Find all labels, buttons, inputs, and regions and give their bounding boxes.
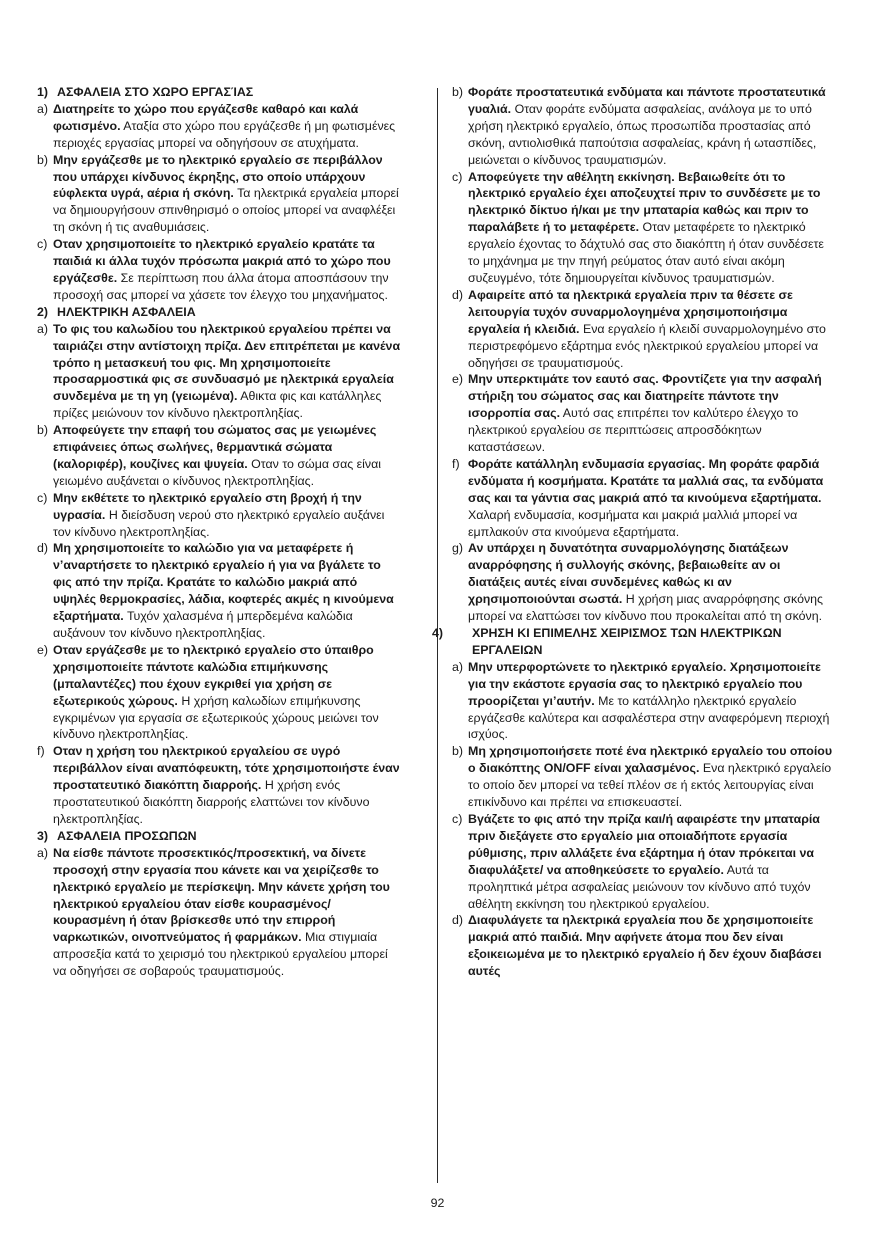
item-text: Αταξία στο χώρο που εργάζεσθε ή μη φωτισμένες περιοχές εργασίας μπορεί να οδηγήσουν σε ατυχήματα. (53, 118, 396, 150)
section-title: ΧΡΗΣΗ ΚΙ ΕΠΙΜΕΛΗΣ ΧΕΙΡΙΣΜΟΣ ΤΩΝ ΗΛΕΚΤΡΙΚΩΝ ΕΡΓΑΛΕΙΩΝ (472, 626, 782, 657)
item-text: Χαλαρή ενδυμασία, κοσμήματα και μακριά μαλλιά μπορεί να εμπλακούν στα κινούμενα εξαρτήματα. (468, 507, 798, 539)
item-bold-text: Φοράτε κατάλληλη ενδυμασία εργασίας. Μη φοράτε φαρδιά ενδύματα ή κοσμήματα. Κρατάτε τα μαλλιά σας, τα ενδύματα σας και τα γάντια σας μακριά από τα κινούμενα εξαρτήματα. (468, 456, 824, 505)
item-label: e) (452, 372, 464, 387)
right-column (432, 84, 834, 980)
list-item (452, 912, 834, 980)
item-text: Η χρήση ενός προστατευτικού διακόπτη διαρροής ελαττώνει τον κίνδυνο ηλεκτροπληξίας. (53, 778, 370, 826)
item-label: d) (452, 287, 464, 302)
item-label: g) (452, 541, 464, 556)
section-title: ΗΛΕΚΤΡΙΚΗ ΑΣΦΑΛΕΙΑ (57, 304, 196, 319)
item-label: b) (452, 85, 464, 99)
item-label: f) (37, 744, 45, 759)
item-text: Οταν το σώμα σας είναι γειωμένο αυξάνεται ο κίνδυνος ηλεκτροπληξίας. (53, 456, 382, 488)
section-heading (37, 828, 402, 845)
item-bold-text: Αφαιρείτε από τα ηλεκτρικά εργαλεία πριν τα θέσετε σε λειτουργία τυχόν συναρμολογημένα χρησιμοποιήσιμα εργαλεία ή κλειδιά. (468, 287, 793, 336)
item-bold-text: Οταν χρησιμοποιείτε το ηλεκτρικό εργαλείο κρατάτε τα παιδιά κι άλλα τυχόν πρόσωπα μακριά από το χώρο που εργάζεσθε. (53, 237, 391, 285)
item-text: Τα ηλεκτρικά εργαλεία μπορεί να δημιουργήσουν σπινθηρισμό ο οποίος μπορεί να αναφλέξει τη σκόνη ή τις αναθυμιάσεις. (53, 186, 399, 235)
item-label: f) (452, 456, 460, 471)
item-bold-text: Βγάζετε το φις από την πρίζα και/ή αφαιρέστε την μπαταρία πριν διεξάγετε στο εργαλείο μια οποιαδήποτε εργασία ρύθμισης, πριν αλλάξετε ένα εξάρτημα ή όταν πρόκειται να διαφυλάξετε/ να αποθηκεύσετε το εργαλείο. (468, 811, 820, 877)
list-item (37, 152, 402, 237)
list-item (37, 540, 402, 641)
item-text: Με το κατάλληλο ηλεκτρικό εργαλείο εργάζεσθε καλύτερα και ασφαλέστερα στην αναφερόμενη περιοχή ισχύος. (468, 693, 830, 742)
list-item (452, 84, 834, 169)
list-item (452, 456, 834, 541)
item-text: Αθικτα φις και κατάλληλες πρίζες μειώνουν τον κίνδυνο ηλεκτροπληξίας. (53, 389, 382, 421)
list-item (452, 743, 834, 811)
page-number: 92 (430, 1196, 445, 1210)
item-text: Αυτά τα προληπτικά μέτρα ασφαλείας μειώνουν τον κίνδυνο από τυχόν αθέλητη εκκίνηση του ηλεκτρικού εργαλείου. (468, 862, 811, 911)
item-text: Ενα ηλεκτρικό εργαλείο το οποίο δεν μπορεί να τεθεί πλέον σε ή εκτός λειτουργίας είναι επικίνδυνο και πρέπει να επισκευαστεί. (468, 761, 832, 810)
section-heading (37, 304, 402, 321)
item-bold-text: Αποφεύγετε την επαφή του σώματος σας με γειωμένες επιφάνειες όπως σωλήνες, θερμαντικά σώματα (καλοριφέρ), κουζίνες και ψυγεία. (53, 423, 377, 471)
list-item (37, 101, 402, 152)
item-label: b) (37, 152, 49, 167)
list-item (452, 371, 834, 456)
list-item (452, 811, 834, 912)
list-item (37, 642, 402, 743)
list-item (452, 169, 834, 287)
section-heading (432, 625, 834, 659)
item-text: Σε περίπτωση που άλλα άτομα αποσπάσουν την προσοχή σας μπορεί να χάσετε τον έλεγχο του μηχανήματος. (53, 270, 389, 302)
item-label: c) (452, 811, 463, 826)
list-item (37, 845, 402, 980)
item-label: c) (452, 169, 463, 184)
item-bold-text: Μην εργάζεσθε με το ηλεκτρικό εργαλείο σε περιβάλλον που υπάρχει κίνδυνος έκρηξης, στο οποίο υπάρχουν εύφλεκτα υγρά, αέρια ή σκόνη. (53, 152, 383, 201)
item-text: Μια στιγμιαία απροσεξία κατά το χειρισμό του ηλεκτρικού εργαλείου μπορεί να οδηγήσει σε σοβαρούς τραυματισμούς. (53, 930, 388, 979)
item-text: Ενα εργαλείο ή κλειδί συναρμολογημένο στο περιστρεφόμενο εξάρτημα ενός ηλεκτρικού εργαλείου μπορεί να οδηγήσει σε τραυματισμούς. (468, 321, 826, 370)
item-text: Οταν φοράτε ενδύματα ασφαλείας, ανάλογα με το υπό χρήση ηλεκτρικό εργαλείο, όπως προσωπίδα προστασίας από σκόνη, αντιολισθικά παπούτσια ασφαλείας, κράνη ή ωτασπίδες, μειώνεται ο κίνδυνος τραυματισμών. (468, 101, 817, 167)
item-bold-text: Να είσθε πάντοτε προσεκτικός/προσεκτική, να δίνετε προσοχή στην εργασία που κάνετε και να χειρίζεσθε το ηλεκτρικό εργαλείο με περίσκεψη. Μην κάνετε χρήση του ηλεκτρικού εργαλείου όταν είσθε κουρασμένος/κουρασμένη ή όταν βρίσκεσθε υπό την επιρροή ναρκωτικών, οινοπνεύματος ή φαρμάκων. (53, 845, 390, 945)
item-label: c) (37, 237, 48, 252)
item-label: a) (37, 845, 49, 860)
list-item (37, 321, 402, 422)
item-text: Οταν μεταφέρετε το ηλεκτρικό εργαλείο έχοντας το δάχτυλό σας στο διακόπτη ή όταν συνδέσετε το μηχάνημα με την πηγή ρεύματος όταν αυτό είναι ακόμη συζευγμένο, τότε δημιουργείται κίνδυνος τραυματισμών. (468, 220, 824, 285)
item-bold-text: Μη χρησιμοποιείτε το καλώδιο για να μεταφέρετε ή ν’αναρτήσετε το ηλεκτρικό εργαλείο ή για να βγάλετε το φις από την πρίζα. Κρατάτε το καλώδιο μακριά από υψηλές θερμοκρασίες, λάδια, κοφτερές ακμές η κινούμενα εξαρτήματα. (53, 541, 394, 624)
item-label: b) (37, 423, 49, 438)
left-column (37, 84, 402, 980)
item-bold-text: Μην υπερκτιμάτε τον εαυτό σας. Φροντίζετε για την ασφαλή στήριξη του σώματος σας και διατηρείτε πάντοτε την ισορροπία σας. (468, 372, 822, 421)
item-text: Η διείσδυση νερού στο ηλεκτρικό εργαλείο αυξάνει τον κίνδυνο ηλεκτροπληξίας. (53, 507, 385, 539)
item-label: a) (37, 321, 49, 336)
item-bold-text: Αποφεύγετε την αθέλητη εκκίνηση. Βεβαιωθείτε ότι το ηλεκτρικό εργαλείο έχει αποζευχτεί πριν το συνδέσετε με το ηλεκτρικό δίκτυο ή/και με την μπαταρία καθώς και πριν το παραλάβετε ή το μεταφέρετε. (468, 169, 821, 235)
list-item (37, 236, 402, 304)
item-text: Αυτό σας επιτρέπει τον καλύτερο έλεγχο το ηλεκτρικού εργαλείου σε περιπτώσεις απροσδόκητων καταστάσεων. (468, 406, 799, 455)
item-label: e) (37, 642, 49, 657)
section-number: 4) (432, 626, 444, 640)
item-bold-text: Μην εκθέτετε το ηλεκτρικό εργαλείο στη βροχή ή την υγρασία. (53, 490, 362, 522)
item-label: a) (37, 101, 49, 116)
list-item (452, 287, 834, 372)
item-bold-text: Οταν η χρήση του ηλεκτρικού εργαλείου σε υγρό περιβάλλον είναι αναπόφευκτη, τότε χρησιμοποιήστε έναν προστατευτικό διακόπτη διαρροής. (53, 744, 400, 793)
section-number: 3) (37, 828, 49, 843)
item-bold-text: Διαφυλάγετε τα ηλεκτρικά εργαλεία που δε χρησιμοποιείτε μακριά από παιδιά. Μην αφήνετε άτομα που δεν είναι εξοικειωμένα με το ηλεκτρικό εργαλείο ή δεν έχουν διαβάσει αυτές (468, 913, 822, 979)
item-label: d) (452, 913, 464, 928)
list-item (452, 659, 834, 744)
item-bold-text: Το φις του καλωδίου του ηλεκτρικού εργαλείου πρέπει να ταιριάζει στην αντίστοιχη πρίζα. Δεν επιτρέπεται με κανένα τρόπο η μετασκευή του φις. Μη χρησιμοποιείτε προσαρμοστικά φις σε συνδυασμό με ηλεκτρικά εργαλεία συνδεμένα με τη γη (γειωμένα). (53, 321, 401, 404)
item-text: Τυχόν χαλασμένα ή μπερδεμένα καλώδια αυξάνουν τον κίνδυνο ηλεκτροπληξίας. (53, 609, 353, 640)
item-bold-text: Φοράτε προστατευτικά ενδύματα και πάντοτε προστατευτικά γυαλιά. (468, 85, 826, 116)
section-number: 2) (37, 304, 49, 319)
item-label: c) (37, 490, 48, 505)
item-label: a) (452, 659, 464, 674)
list-item (37, 743, 402, 828)
item-bold-text: Διατηρείτε το χώρο που εργάζεσθε καθαρό και καλά φωτισμένο. (53, 101, 359, 133)
item-text: Η χρήση μιας αναρρόφησης σκόνης μπορεί να ελαττώσει τον κίνδυνο που προκαλείται από τη σκόνη. (468, 592, 824, 624)
section-title: ΑΣΦΑΛΕΙΑ ΣΤΟ ΧΩΡΟ ΕΡΓΑΣΊΑΣ (57, 85, 254, 99)
section-heading (37, 84, 402, 101)
item-bold-text: Αν υπάρχει η δυνατότητα συναρμολόγησης διατάξεων αναρρόφησης ή συλλογής σκόνης, βεβαιωθείτε αν οι διατάξεις αυτές είναι συνδεμένες καθώς κι αν χρησιμοποιούνται σωστά. (468, 541, 789, 607)
item-bold-text: Μη χρησιμοποιήσετε ποτέ ένα ηλεκτρικό εργαλείο του οποίου ο διακόπτης ON/OFF είναι χαλασμένος. (468, 744, 833, 776)
item-label: d) (37, 541, 49, 556)
item-bold-text: Οταν εργάζεσθε με το ηλεκτρικό εργαλείο στο ύπαιθρο χρησιμοποιείτε πάντοτε καλώδια επιμήκυνσης (μπαλαντέζες) που έχουν εγκριθεί για χρήση σε εξωτερικούς χώρους. (53, 642, 374, 708)
list-item (37, 422, 402, 490)
item-bold-text: Μην υπερφορτώνετε το ηλεκτρικό εργαλείο. Χρησιμοποιείτε για την εκάστοτε εργασία σας το ηλεκτρικό εργαλείο που προορίζεται γι’αυτήν. (468, 659, 821, 708)
item-label: b) (452, 744, 464, 759)
list-item (37, 490, 402, 541)
section-number: 1) (37, 85, 49, 99)
list-item (452, 540, 834, 625)
item-text: Η χρήση καλωδίων επιμήκυνσης εγκριμένων για εργασία σε εξωτερικούς χώρους μειώνει τον κίνδυνο ηλεκτροπληξίας. (53, 693, 379, 742)
section-title: ΑΣΦΑΛΕΙΑ ΠΡΟΣΩΠΩΝ (57, 828, 197, 843)
